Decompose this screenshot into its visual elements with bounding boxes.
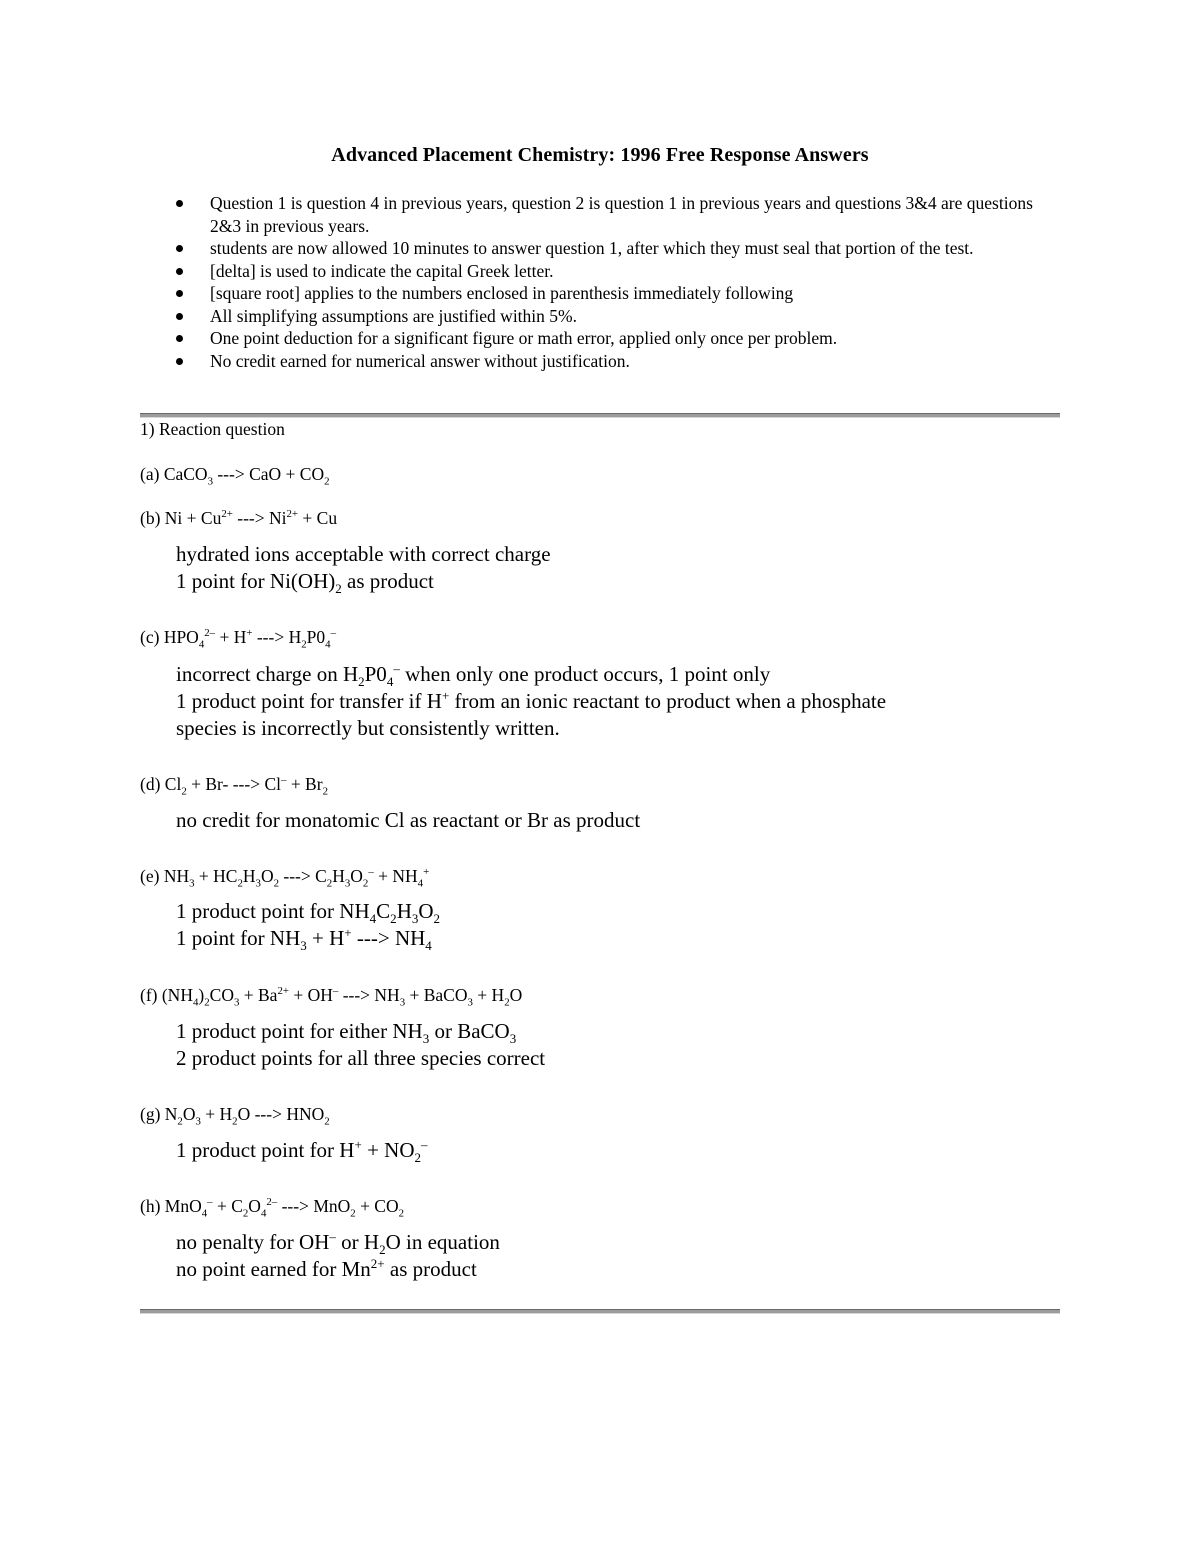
bullet-icon: [176, 290, 183, 297]
note-c-1: incorrect charge on $H_2P0_4^‒$ when only one product occurs, 1 point only: [176, 661, 771, 690]
list-item: students are now allowed 10 minutes to answer question 1, after which they must seal that portion of the test.: [174, 237, 1054, 260]
note-e-2: 1 point for $NH_3 + H^+$ ---> $NH_4$: [176, 925, 432, 954]
reaction-d: (d) $Cl_2 + Br-$ ---> $Cl^‒ + Br_2$: [140, 774, 328, 798]
note-g-1: 1 product point for $H^+ + NO_2^‒$: [176, 1137, 428, 1166]
bullet-icon: [176, 335, 183, 342]
note-c-3: species is incorrectly but consistently written.: [176, 716, 560, 740]
note-d-1: no credit for monatomic Cl as reactant or Br as product: [176, 808, 641, 832]
bullet-icon: [176, 245, 183, 252]
list-item: All simplifying assumptions are justified within 5%.: [174, 305, 1054, 328]
list-item: Question 1 is question 4 in previous years, question 2 is question 1 in previous years and questions 3&4 are questions 2&3 in previous years.: [174, 192, 1054, 237]
note-b-1: hydrated ions acceptable with correct charge: [176, 542, 551, 566]
reaction-b: (b) $Ni + Cu^{2+}$ ---> $Ni^{2+} + Cu$: [140, 508, 338, 528]
reaction-c: (c) $HPO_4^{2‒} + H^+$ ---> $H_2P0_4^‒$: [140, 627, 336, 651]
note-b-2: 1 point for $Ni(OH)_2$ as product: [176, 569, 434, 597]
reaction-h: (h) $MnO_4^‒ + C_2O_4^{2‒}$ ---> $MnO_2 + CO_2$: [140, 1196, 405, 1220]
list-item: [square root] applies to the numbers enclosed in parenthesis immediately following: [174, 282, 1054, 305]
notes-list: [174, 192, 1054, 372]
note-h-2: no point earned for $Mn^{2+}$ as product: [176, 1256, 477, 1281]
reaction-e: (e) $NH_3 + HC_2H_3O_2$ ---> $C_2H_3O_2^‒ + NH_4^+$: [140, 866, 430, 890]
bullet-icon: [176, 268, 183, 275]
note-f-1: 1 product point for either $NH_3$ or BaCO$_3$: [176, 1019, 517, 1047]
section-heading: 1) Reaction question: [140, 419, 285, 439]
bullet-icon: [176, 358, 183, 365]
bullet-icon: [176, 313, 183, 320]
list-item: No credit earned for numerical answer without justification.: [174, 350, 1054, 373]
horizontal-rule: [140, 413, 1060, 418]
list-item: [delta] is used to indicate the capital Greek letter.: [174, 260, 1054, 283]
note-h-1: no penalty for OH‒ or $H_2O$ in equation: [176, 1229, 500, 1258]
page-title: Advanced Placement Chemistry: 1996 Free Response Answers: [331, 144, 869, 166]
note-c-2: 1 product point for transfer if H+ from an ionic reactant to product when a phosphate: [176, 688, 887, 713]
note-f-2: 2 product points for all three species correct: [176, 1046, 546, 1070]
list-item: One point deduction for a significant figure or math error, applied only once per problem.: [174, 327, 1054, 350]
note-e-1: 1 product point for $NH_4C_2H_3O_2$: [176, 899, 441, 927]
bullet-icon: [176, 200, 183, 207]
horizontal-rule: [140, 1309, 1060, 1314]
reaction-f: (f) $(NH_4)_2CO_3 + Ba^{2+} + OH^‒$ ---> $NH_3$ + BaCO$_3$ + $H_2O$: [140, 985, 523, 1009]
reaction-a: (a) CaCO$_3$ ---> CaO + $CO_2$: [140, 464, 330, 488]
reaction-g: (g) $N_2O_3 + H_2O$ ---> $HNO_2$: [140, 1104, 330, 1128]
